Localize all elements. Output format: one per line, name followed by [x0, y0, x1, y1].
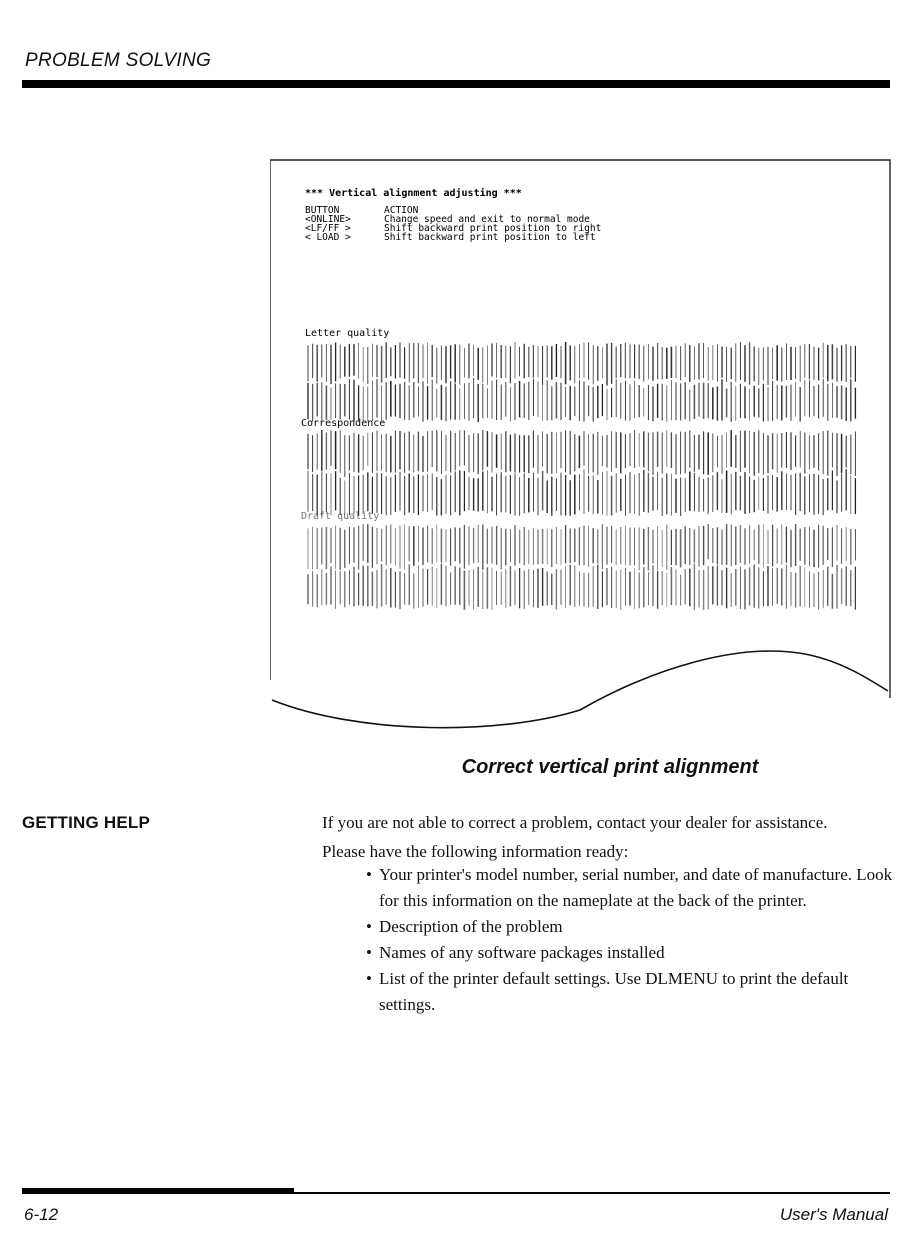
- printout-row-button: <LF/FF >: [305, 223, 351, 234]
- header-rule: [22, 80, 890, 88]
- sample-label-correspondence: Correspondence: [301, 418, 386, 429]
- list-item: • List of the printer default settings. Use DLMENU to print the default settings.: [366, 966, 896, 1018]
- sample-label-letter-quality: Letter quality: [305, 328, 390, 339]
- alignment-bars-correspondence: [308, 430, 855, 516]
- figure-caption: Correct vertical print alignment: [461, 756, 759, 778]
- section-heading: GETTING HELP: [22, 813, 151, 832]
- info-list: [366, 862, 896, 1018]
- footer-title: User's Manual: [779, 1205, 888, 1224]
- printout-col-button: BUTTON: [305, 205, 340, 216]
- printout-row-button: < LOAD >: [305, 232, 351, 243]
- sample-label-draft-quality: Draft quality: [301, 511, 380, 522]
- footer-rule-thick: [22, 1188, 294, 1194]
- printout-row-action: Shift backward print position to right: [384, 223, 602, 234]
- list-item: • Description of the problem: [366, 914, 896, 940]
- running-header: PROBLEM SOLVING: [25, 50, 212, 71]
- printout-row-button: <ONLINE>: [305, 214, 351, 225]
- alignment-bars-letter-quality: [308, 342, 855, 422]
- section-intro: If you are not able to correct a problem, contact your dealer for assistance. Please have the following information ready:: [322, 813, 828, 861]
- printout-row-action: Shift backward print position to left: [384, 232, 596, 243]
- page-number: 6-12: [24, 1205, 59, 1224]
- list-item: • Names of any software packages installed: [366, 940, 896, 966]
- list-item: • Your printer's model number, serial number, and date of manufacture. Look for this information on the nameplate at the back of the printer.: [366, 862, 896, 914]
- printout-illustration: [270, 150, 900, 750]
- paper-tear-curve: [272, 651, 888, 728]
- printout-col-action: ACTION: [384, 205, 419, 216]
- printout-row-action: Change speed and exit to normal mode: [384, 214, 590, 225]
- alignment-bars-draft-quality: [308, 524, 855, 610]
- printout-heading: *** Vertical alignment adjusting ***: [305, 188, 522, 199]
